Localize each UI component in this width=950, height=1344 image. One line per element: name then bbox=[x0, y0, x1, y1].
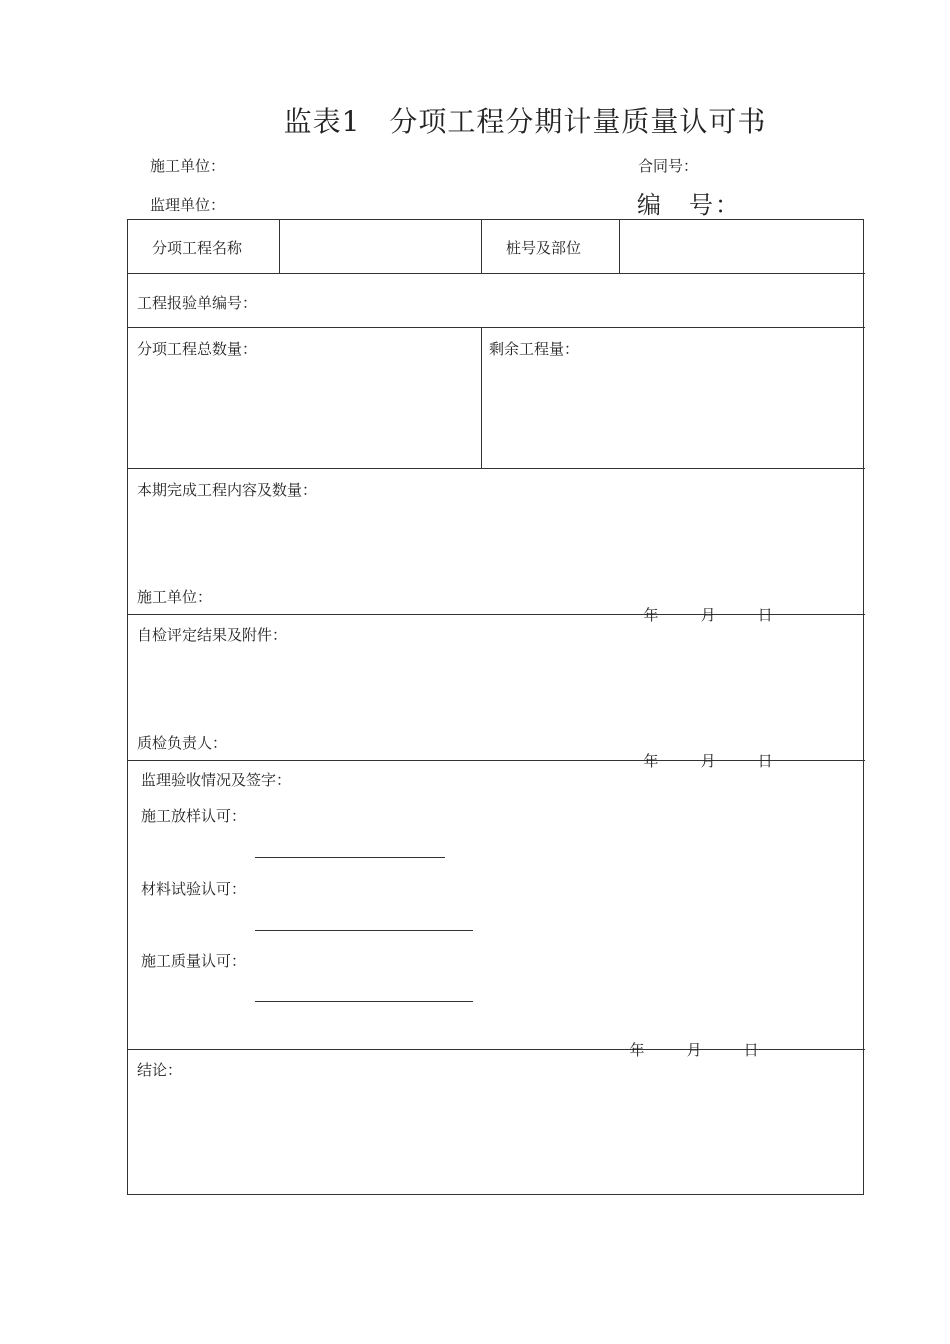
material-signature-line[interactable] bbox=[255, 930, 473, 931]
self-check-label: 自检评定结果及附件： bbox=[137, 626, 288, 644]
total-qty-label: 分项工程总数量： bbox=[137, 340, 258, 358]
contract-no-label: 合同号： bbox=[638, 157, 699, 175]
remaining-qty-label: 剩余工程量： bbox=[489, 340, 580, 358]
qc-person-label: 质检负责人： bbox=[137, 734, 228, 752]
col-divider bbox=[481, 327, 482, 468]
date-line bbox=[634, 586, 773, 625]
row-divider bbox=[128, 468, 865, 469]
date-line bbox=[634, 732, 773, 771]
station-field[interactable] bbox=[620, 221, 862, 271]
item-name-field[interactable] bbox=[280, 221, 478, 271]
station-label: 桩号及部位 bbox=[506, 239, 582, 257]
row-divider bbox=[128, 273, 865, 274]
supervision-label: 监理验收情况及签字： bbox=[141, 771, 292, 789]
quality-approval-label: 施工质量认可： bbox=[141, 952, 247, 970]
supervisor-label: 监理单位： bbox=[150, 196, 226, 214]
month-label: 月 bbox=[686, 1041, 702, 1059]
item-name-label: 分项工程名称 bbox=[152, 239, 243, 257]
report-no-label: 工程报验单编号： bbox=[137, 294, 258, 312]
quality-signature-line[interactable] bbox=[255, 1001, 473, 1002]
month-label: 月 bbox=[700, 752, 716, 770]
period-contractor-label: 施工单位： bbox=[137, 588, 213, 606]
date-line bbox=[620, 1021, 759, 1060]
conclusion-label: 结论： bbox=[137, 1061, 183, 1079]
year-label: 年 bbox=[629, 1041, 645, 1059]
period-content-label: 本期完成工程内容及数量： bbox=[137, 481, 318, 499]
page-title: 监表1 分项工程分期计量质量认可书 bbox=[283, 105, 767, 138]
material-test-label: 材料试验认可： bbox=[141, 880, 247, 898]
conclusion-field[interactable] bbox=[129, 1085, 862, 1193]
year-label: 年 bbox=[643, 752, 659, 770]
year-label: 年 bbox=[643, 606, 659, 624]
serial-no-label: 编 号： bbox=[637, 191, 741, 219]
layout-signature-line[interactable] bbox=[255, 857, 445, 858]
layout-approval-label: 施工放样认可： bbox=[141, 807, 247, 825]
row-divider bbox=[128, 327, 865, 328]
month-label: 月 bbox=[700, 606, 716, 624]
day-label: 日 bbox=[757, 752, 773, 770]
col-divider bbox=[481, 220, 482, 273]
contractor-label: 施工单位： bbox=[150, 157, 226, 175]
day-label: 日 bbox=[743, 1041, 759, 1059]
day-label: 日 bbox=[757, 606, 773, 624]
